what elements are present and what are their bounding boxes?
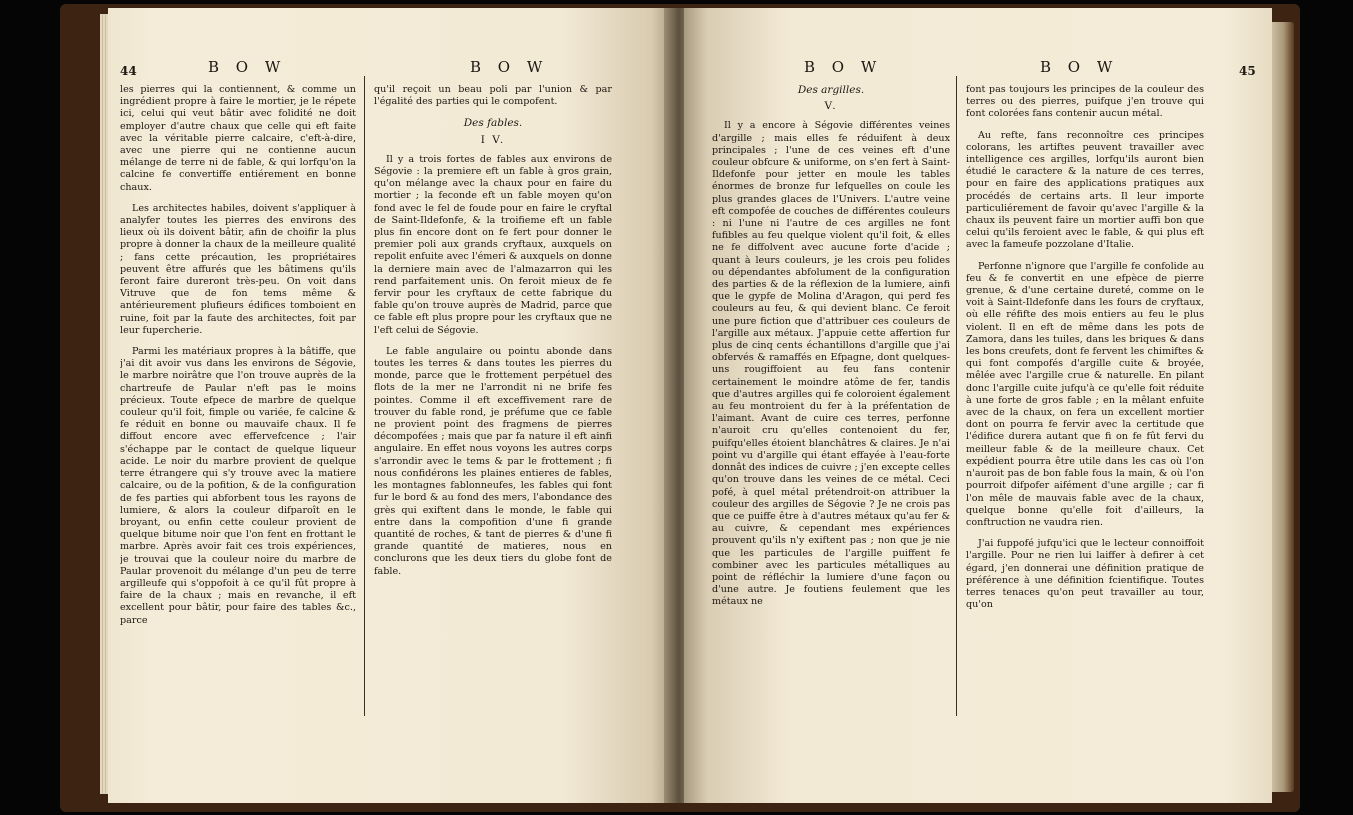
paragraph: les pierres qui la contiennent, & comme un ingrédient propre à faire le mortier, je le répete ici, celui qui veut bâtir avec folidité ne doit employer d'autre chaux que celle qui eft faite avec la véritable pierre calcaire, c'eft-à-dire, avec une pierre qui ne contienne aucun mélange de terre ni de fable, & qui lorfqu'on la calcine fe convertiffe entiérement en bonne chaux.: [120, 84, 356, 193]
column-rule: [364, 76, 365, 716]
right-page: [684, 8, 1272, 803]
paragraph: Il y a encore à Ségovie différentes veines d'argille ; mais elles fe réduifent à deux principales ; l'une de ces veines eft d'une couleur obfcure & uniforme, on s'en fert à Saint-Ildefonfe pour jetter en moule les tables énormes de bronze fur lefquelles on coule les plus grandes glaces de l'Univers. L'autre veine eft compofée de couches de différentes couleurs : ni l'une ni l'autre de ces argilles ne font fufibles au feu quelque violent qu'il foit, & elles ne fe diffolvent avec aucune forte d'acide ; quant à leurs couleurs, je les crois peu folides ou dépendantes abfolument de la configuration des parties & de la réflexion de la lumiere, ainfi que le gypfe de Molina d'Aragon, qui perd fes couleurs au feu, & qui devient blanc. Ce feroit une pure fiction que d'attribuer ces couleurs de l'argille aux métaux. J'appuie cette affertion fur plus de cinq cents échantillons d'argille que j'ai obfervés & ramaffés en Efpagne, dont quelques-uns rougiffoient au feu fans contenir certainement le moindre atôme de fer, tandis que d'autres argilles qui fe coloroient également au feu montroient du fer à la préfentation de l'aimant. Avant de cuire ces terres, perfonne n'auroit cru qu'elles contenoient du fer, puifqu'elles étoient blanchâtres & claires. Je n'ai point vu d'argille qui étant effayée à l'eau-forte donnât des indices de cuivre ; j'en excepte celles qu'on trouve dans les veines de ce métal. Ceci pofé, à quel métal prétendroit-on attribuer la couleur des argilles de Ségovie ? Je ne crois pas que ce puiffe être à d'autres métaux qu'au fer & au cuivre, & cependant mes expériences prouvent qu'ils n'y exiftent pas ; non que je nie que les particules de l'argille puiffent fe combiner avec les particules métalliques au point de réfléchir la lumiere d'une façon ou d'une autre. Je foutiens feulement que les métaux ne: [712, 120, 950, 608]
paragraph: Le fable angulaire ou pointu abonde dans toutes les terres & dans toutes les pierres du monde, parce que le frottement perpétuel des flots de la mer ne l'arrondit ni ne brife fes pointes. Comme il eft exceffivement rare de trouver du fable rond, je préfume que ce fable ne provient point des fragmens de pierres décompofées ; mais que par fa nature il eft ainfi angulaire. En effet nous voyons les autres corps s'arrondir avec le tems & par le frottement ; fi nous confidérons les plaines entieres de fables, les montagnes fablonneufes, les fables qui font fur le bord & au fond des mers, l'abondance des grès qui exiftent dans le monde, le fable qui entre dans la compofition d'une fi grande quantité de roches, & tant de pierres & d'une fi grande quantité de matieres, nous en conclurons que les deux tiers du globe font de fable.: [374, 345, 612, 577]
paragraph: Parmi les matériaux propres à la bâtiffe, que j'ai dit avoir vus dans les environs de Ségovie, le marbre noirâtre que l'on trouve auprès de la chartreufe de Paular n'eft pas le moins précieux. Toute efpece de marbre de quelque couleur qu'il foit, fimple ou variée, fe calcine & fe réduit en bonne ou mauvaife chaux. Il fe diffout encore avec effervefcence ; l'air s'échappe par le contact de quelque liqueur acide. Le noir du marbre provient de quelque terre étrangere qui s'y trouve avec la matiere calcaire, ou de la pofition, & de la configuration de fes parties qui abforbent tous les rayons de lumiere, & alors la couleur difparoît en le broyant, ou enfin cette couleur provient de quelque bitume noir que l'on fent en frottant le marbre. Après avoir fait ces trois expériences, je trouvai que la couleur noire du marbre de Paular provenoit du mélange d'un peu de terre argilleufe qui s'oppofoit à ce qu'il fût propre à faire de la chaux ; mais en revanche, il eft excellent pour bâtir, pour faire des tables &c., parce: [120, 346, 356, 626]
page-number: 44: [120, 64, 137, 78]
paragraph: font pas toujours les principes de la couleur des terres ou des pierres, puifque j'en trouve qui font colorées fans contenir aucun métal.: [966, 84, 1204, 120]
section-heading: Des argilles.: [797, 84, 865, 96]
paragraph: Au refte, fans reconnoître ces principes colorans, les artiftes peuvent travailler avec intelligence ces argilles, lorfqu'ils auront bien étudié le caractere & la nature de ces terres, pour en faire des applications pratiques aux procédés de certains arts. Il leur importe particuliérement de favoir qu'avec l'argille & la chaux ils peuvent faire un mortier auffi bon que celui qu'ils feroient avec le fable, & qui plus eft avec la fameufe pozzolane d'Italie.: [966, 129, 1204, 251]
section-heading: Des fables.: [463, 117, 523, 130]
paragraph: qu'il reçoit un beau poli par l'union & par l'égalité des parties qui le compofent.: [374, 84, 612, 108]
running-header: B O W: [804, 58, 883, 76]
running-header: B O W: [1040, 58, 1119, 76]
paragraph: Les architectes habiles, doivent s'appliquer à analyfer toutes les pierres des environs des lieux où ils doivent bâtir, afin de choifir la plus propre à donner la chaux de la meilleure qualité ; fans cette précaution, les propriétaires peuvent être affurés que les bâtimens qu'ils feront faire dureront très-peu. On voit dans Vitruve que de fon tems même & antérieurement plufieurs édifices tomboient en ruine, foit par la faute des architectes, foit par leur fupercherie.: [120, 202, 356, 336]
paragraph: J'ai fuppofé jufqu'ici que le lecteur connoiffoit l'argille. Pour ne rien lui laiffer à defirer à cet égard, j'en donnerai une définition pratique de préférence à une définition fcientifique. Toutes terres tenaces qu'on peut travailler au tour, qu'on: [966, 538, 1204, 611]
paragraph: Perfonne n'ignore que l'argille fe confolide au feu & fe convertit en une efpèce de pierre grenue, & d'une certaine dureté, comme on le voit à Saint-Ildefonfe dans les fours de cryftaux, où elle réfifte des mois entiers au feu le plus violent. Il en eft de même dans les pots de Zamora, dans les tuiles, dans les briques & dans les bons creufets, dont fe fervent les chimiftes & qui font compofés d'argille cuite & broyée, mêlée avec l'argille crue & naturelle. En pilant donc l'argille cuite jufqu'à ce qu'elle foit réduite à une forte de gros fable ; en la mêlant enfuite avec de la chaux, on fera un excellent mortier dont on pourra fe fervir avec la certitude que l'édifice durera autant que fi on fe fût fervi du meilleur fable & de la meilleure chaux. Cet expédient pourra être utile dans les cas où l'on n'auroit pas de bon fable fous la main, & où l'on pourroit difpofer aifément d'une argille ; car fi l'on mêle de mauvais fable avec de la chaux, quelque bonne qu'elle foit d'ailleurs, la conftruction ne vaudra rien.: [966, 260, 1204, 528]
left-page: [108, 8, 674, 803]
text-column-left: [712, 84, 950, 784]
paragraph: Il y a trois fortes de fables aux environs de Ségovie : la premiere eft un fable à gros grain, qu'on mélange avec la chaux pour en faire du mortier ; la feconde eft un fable moyen qu'on fond avec le fel de foude pour en faire le cryftal de Saint-Ildefonfe, & la troifieme eft un fable plus fin encore dont on fe fert pour donner le premier poli aux grands cryftaux, auxquels on repolit enfuite avec l'émeri & auxquels on donne la derniere main avec de l'almazarron qui les rend parfaitement unis. On feroit mieux de fe fervir pour les cryftaux de cette fabrique du fable qu'on trouve auprès de Madrid, parce que ce fable eft plus propre pour les cryftaux que ne l'eft celui de Ségovie.: [374, 153, 612, 336]
page-number: 45: [1239, 64, 1256, 78]
column-rule: [956, 76, 957, 716]
text-column-left: [120, 84, 356, 784]
section-number: I V.: [480, 133, 506, 146]
section-number: V.: [824, 100, 838, 113]
running-header: B O W: [470, 58, 549, 76]
text-column-right: [374, 84, 612, 784]
text-column-right: [966, 84, 1204, 784]
running-header: B O W: [208, 58, 287, 76]
